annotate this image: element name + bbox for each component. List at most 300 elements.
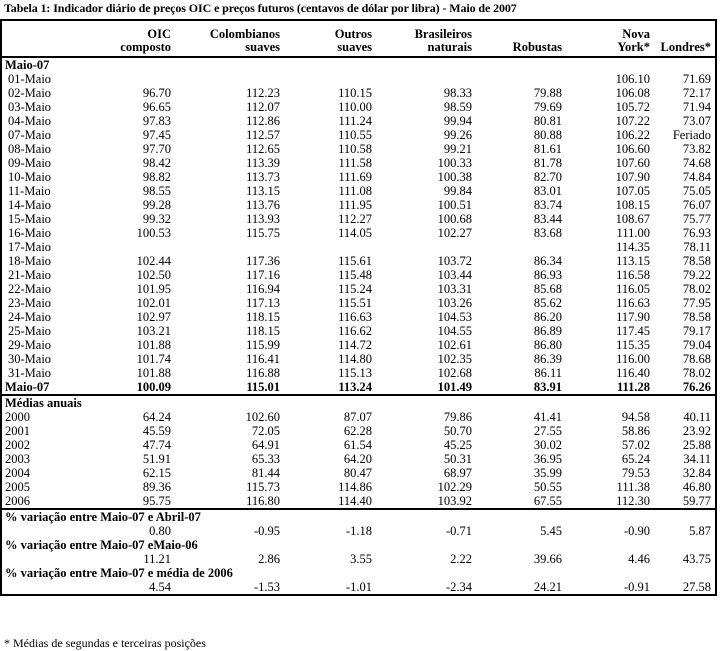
- value-cell: 116.63: [616, 296, 650, 310]
- date-cell: 17-Maio: [8, 240, 52, 254]
- value-cell: 111.24: [338, 114, 372, 128]
- table-row: [2, 128, 715, 142]
- variation-label: % variação entre Maio-07 eMaio-06: [5, 538, 198, 552]
- value-cell: 36.95: [533, 452, 562, 466]
- value-cell: 45.25: [443, 438, 472, 452]
- value-cell: 111.00: [616, 226, 650, 240]
- table-row: [2, 156, 715, 170]
- table-row: [2, 240, 715, 254]
- value-cell: 50.55: [533, 480, 562, 494]
- value-cell: 83.74: [533, 198, 562, 212]
- value-cell: 115.01: [171, 380, 280, 395]
- date-cell: 15-Maio: [8, 212, 52, 226]
- table-row: [2, 324, 715, 338]
- value-cell: 104.55: [437, 324, 472, 338]
- value-cell: 71.69: [682, 72, 711, 86]
- value-cell: 72.17: [682, 86, 711, 100]
- value-cell: 102.50: [136, 268, 171, 282]
- value-cell: 94.58: [621, 410, 650, 424]
- date-cell: 03-Maio: [8, 100, 52, 114]
- table-row: [2, 142, 715, 156]
- value-cell: 41.41: [533, 410, 562, 424]
- value-cell: 39.66: [533, 552, 562, 566]
- value-cell: [280, 72, 372, 86]
- value-cell: 75.77: [682, 212, 711, 226]
- value-cell: 64.20: [343, 452, 372, 466]
- value-cell: 97.70: [142, 142, 171, 156]
- value-cell: 111.38: [616, 480, 650, 494]
- value-cell: 114.72: [338, 338, 372, 352]
- value-cell: -0.90: [623, 524, 650, 538]
- value-cell: 72.05: [251, 424, 280, 438]
- date-cell: 08-Maio: [8, 142, 52, 156]
- value-cell: [94, 240, 171, 254]
- value-cell: 102.27: [437, 226, 472, 240]
- value-cell: 76.93: [682, 226, 711, 240]
- value-cell: 100.09: [94, 380, 171, 395]
- value-cell: 5.87: [689, 524, 711, 538]
- value-cell: 116.58: [616, 268, 650, 282]
- date-cell: 31-Maio: [8, 366, 52, 380]
- date-cell: 25-Maio: [8, 324, 52, 338]
- value-cell: 107.22: [615, 114, 650, 128]
- value-cell: 50.70: [443, 424, 472, 438]
- price-table-frame: [0, 19, 717, 596]
- value-cell: 101.88: [136, 338, 171, 352]
- value-cell: 11.21: [143, 552, 171, 566]
- value-cell: -2.34: [445, 580, 472, 594]
- value-cell: 86.34: [533, 254, 562, 268]
- value-cell: 85.62: [533, 296, 562, 310]
- value-cell: 27.55: [533, 424, 562, 438]
- year-cell: 2000: [5, 410, 30, 424]
- value-cell: 74.68: [682, 156, 711, 170]
- value-cell: 108.15: [615, 198, 650, 212]
- value-cell: 98.59: [443, 100, 472, 114]
- date-cell: 11-Maio: [8, 184, 51, 198]
- date-cell: 16-Maio: [8, 226, 52, 240]
- value-cell: 86.11: [534, 366, 562, 380]
- value-cell: 71.94: [682, 100, 711, 114]
- price-table: [2, 21, 715, 594]
- date-cell: 22-Maio: [8, 282, 52, 296]
- value-cell: 98.33: [443, 86, 472, 100]
- value-cell: 100.51: [437, 198, 472, 212]
- value-cell: 116.40: [616, 366, 650, 380]
- value-cell: 83.68: [533, 226, 562, 240]
- year-cell: 2006: [2, 494, 94, 509]
- value-cell: 64.91: [251, 438, 280, 452]
- value-cell: -1.53: [253, 580, 280, 594]
- value-cell: 96.70: [142, 86, 171, 100]
- table-row: [2, 268, 715, 282]
- value-cell: 81.44: [251, 466, 280, 480]
- value-cell: 50.31: [443, 452, 472, 466]
- value-cell: -0.91: [623, 580, 650, 594]
- value-cell: 112.86: [246, 114, 280, 128]
- value-cell: 117.36: [246, 254, 280, 268]
- value-cell: 110.00: [338, 100, 372, 114]
- value-cell: 115.24: [338, 282, 372, 296]
- value-cell: 103.26: [437, 296, 472, 310]
- value-cell: 111.28: [562, 380, 650, 395]
- value-cell: 105.72: [615, 100, 650, 114]
- value-cell: 113.15: [616, 254, 650, 268]
- value-cell: 113.76: [246, 198, 280, 212]
- value-cell: 110.55: [338, 128, 372, 142]
- value-cell: 86.39: [533, 352, 562, 366]
- value-cell: 79.22: [682, 268, 711, 282]
- value-cell: 89.36: [142, 480, 171, 494]
- value-cell: [472, 240, 562, 254]
- value-cell: 103.21: [136, 324, 171, 338]
- header-nova-york: Nova York*: [617, 27, 650, 54]
- blank-cell: [2, 524, 94, 538]
- value-cell: 68.97: [443, 466, 472, 480]
- value-cell: 75.05: [682, 184, 711, 198]
- value-cell: 64.24: [142, 410, 171, 424]
- value-cell: 86.20: [533, 310, 562, 324]
- header-oic-composto: OIC composto: [120, 27, 171, 54]
- value-cell: 73.82: [682, 142, 711, 156]
- value-cell: 111.69: [338, 170, 372, 184]
- value-cell: 100.33: [437, 156, 472, 170]
- header-outros-suaves: Outros suaves: [334, 27, 372, 54]
- variation-header-row: [2, 538, 715, 552]
- value-cell: 117.13: [246, 296, 280, 310]
- value-cell: 107.90: [615, 170, 650, 184]
- value-cell: 98.42: [142, 156, 171, 170]
- value-cell: 3.55: [350, 552, 372, 566]
- table-row: [2, 424, 715, 438]
- value-cell: 86.89: [533, 324, 562, 338]
- value-cell: -1.01: [345, 580, 372, 594]
- table-row: [2, 366, 715, 380]
- value-cell: 112.23: [246, 86, 280, 100]
- date-cell: 21-Maio: [8, 268, 52, 282]
- value-cell: 102.01: [136, 296, 171, 310]
- value-cell: 99.94: [443, 114, 472, 128]
- table-row: [2, 352, 715, 366]
- value-cell: 62.15: [142, 466, 171, 480]
- value-cell: 65.33: [251, 452, 280, 466]
- value-cell: 74.84: [682, 170, 711, 184]
- date-cell: 30-Maio: [8, 352, 52, 366]
- value-cell: 97.83: [142, 114, 171, 128]
- value-cell: 118.15: [246, 310, 280, 324]
- value-cell: 115.99: [246, 338, 280, 352]
- value-cell: 86.80: [533, 338, 562, 352]
- value-cell: 79.17: [682, 324, 711, 338]
- date-cell: 07-Maio: [8, 128, 52, 142]
- value-cell: 116.63: [338, 310, 372, 324]
- date-cell: 23-Maio: [8, 296, 52, 310]
- value-cell: 100.68: [437, 212, 472, 226]
- value-cell: 78.11: [683, 240, 711, 254]
- value-cell: 102.61: [437, 338, 472, 352]
- value-cell: 83.44: [533, 212, 562, 226]
- year-cell: 2001: [5, 424, 30, 438]
- value-cell: 115.51: [338, 296, 372, 310]
- value-cell: 78.58: [682, 310, 711, 324]
- date-cell: 04-Maio: [8, 114, 52, 128]
- value-cell: 80.47: [343, 466, 372, 480]
- value-cell: 102.68: [437, 366, 472, 380]
- header-robustas: Robustas: [512, 40, 562, 54]
- value-cell: 103.92: [372, 494, 472, 509]
- table-title: Tabela 1: Indicador diário de preços OIC e preços futuros (centavos de dólar por libra) - Maio de 2007: [4, 1, 517, 15]
- value-cell: 82.70: [533, 170, 562, 184]
- value-cell: 99.28: [142, 198, 171, 212]
- value-cell: 116.41: [246, 352, 280, 366]
- value-cell: 30.02: [533, 438, 562, 452]
- table-row: [2, 100, 715, 114]
- value-cell: 46.80: [682, 480, 711, 494]
- value-cell: 116.80: [171, 494, 280, 509]
- value-cell: 116.62: [338, 324, 372, 338]
- value-cell: 102.44: [136, 254, 171, 268]
- value-cell: 73.07: [682, 114, 711, 128]
- value-cell: 115.61: [338, 254, 372, 268]
- value-cell: -0.95: [253, 524, 280, 538]
- value-cell: 113.73: [246, 170, 280, 184]
- value-cell: 79.88: [533, 86, 562, 100]
- variation-label: % variação entre Maio-07 e Abril-07: [5, 510, 201, 524]
- value-cell: [94, 72, 171, 86]
- value-cell: 106.08: [615, 86, 650, 100]
- table-row: [2, 466, 715, 480]
- value-cell: 106.60: [615, 142, 650, 156]
- value-cell: 101.49: [372, 380, 472, 395]
- value-cell: 5.45: [540, 524, 562, 538]
- value-cell: [372, 72, 472, 86]
- value-cell: 79.53: [621, 466, 650, 480]
- value-cell: 81.78: [533, 156, 562, 170]
- value-cell: 113.24: [280, 380, 372, 395]
- footnote: * Médias de segundas e terceiras posições: [4, 636, 206, 650]
- value-cell: 83.01: [533, 184, 562, 198]
- blank-cell: [2, 580, 94, 594]
- value-cell: 32.84: [682, 466, 711, 480]
- section-label-daily: Maio-07: [5, 58, 50, 72]
- header-colombianos-suaves: Colombianos suaves: [209, 27, 280, 54]
- value-cell: 2.86: [258, 552, 280, 566]
- value-cell: 45.59: [142, 424, 171, 438]
- value-cell: 110.15: [338, 86, 372, 100]
- value-cell: 102.35: [437, 352, 472, 366]
- value-cell: 99.21: [443, 142, 472, 156]
- value-cell: 102.29: [437, 480, 472, 494]
- value-cell: 103.44: [437, 268, 472, 282]
- value-cell: 47.74: [142, 438, 171, 452]
- value-cell: 102.97: [136, 310, 171, 324]
- value-cell: 81.61: [533, 142, 562, 156]
- value-cell: 79.86: [443, 410, 472, 424]
- value-cell: Feriado: [672, 128, 711, 142]
- value-cell: 103.72: [437, 254, 472, 268]
- value-cell: 76.07: [682, 198, 711, 212]
- section-label-annual: Médias anuais: [5, 396, 82, 410]
- table-row: [2, 410, 715, 424]
- value-cell: 111.95: [338, 198, 372, 212]
- value-cell: 99.32: [142, 212, 171, 226]
- value-cell: 4.46: [628, 552, 650, 566]
- value-cell: 117.45: [616, 324, 650, 338]
- value-cell: [372, 240, 472, 254]
- table-row: [2, 170, 715, 184]
- header-blank: [2, 21, 94, 57]
- value-cell: 27.58: [682, 580, 711, 594]
- date-cell: 10-Maio: [8, 170, 52, 184]
- year-cell: 2002: [5, 438, 30, 452]
- value-cell: 103.31: [437, 282, 472, 296]
- value-cell: 78.02: [682, 282, 711, 296]
- value-cell: 114.05: [338, 226, 372, 240]
- value-cell: 87.07: [343, 410, 372, 424]
- value-cell: 80.81: [533, 114, 562, 128]
- value-cell: 97.45: [142, 128, 171, 142]
- month-label-cell: Maio-07: [2, 380, 94, 395]
- date-cell: 01-Maio: [8, 72, 52, 86]
- variation-values-row: [2, 552, 715, 566]
- table-body: [2, 57, 715, 594]
- value-cell: 116.94: [246, 282, 280, 296]
- date-cell: 18-Maio: [8, 254, 52, 268]
- date-cell: 02-Maio: [8, 86, 52, 100]
- value-cell: 59.77: [650, 494, 715, 509]
- value-cell: [472, 72, 562, 86]
- value-cell: 85.68: [533, 282, 562, 296]
- value-cell: 4.54: [149, 580, 171, 594]
- value-cell: -1.18: [345, 524, 372, 538]
- value-cell: 99.26: [443, 128, 472, 142]
- table-row: [2, 86, 715, 100]
- variation-header-row: [2, 566, 715, 580]
- value-cell: 51.91: [142, 452, 171, 466]
- value-cell: 62.28: [343, 424, 372, 438]
- variation-label: % variação entre Maio-07 e média de 2006: [5, 566, 233, 580]
- variation-values-row: [2, 524, 715, 538]
- table-row: [2, 452, 715, 466]
- table-row: [2, 310, 715, 324]
- table-row: [2, 438, 715, 452]
- value-cell: 115.35: [616, 338, 650, 352]
- value-cell: 100.38: [437, 170, 472, 184]
- value-cell: 115.73: [246, 480, 280, 494]
- value-cell: 83.91: [472, 380, 562, 395]
- value-cell: 107.05: [615, 184, 650, 198]
- table-row: [2, 494, 715, 509]
- table-row: [2, 338, 715, 352]
- header-row: [2, 21, 715, 57]
- value-cell: 65.24: [621, 452, 650, 466]
- table-row: [2, 72, 715, 86]
- value-cell: 58.86: [621, 424, 650, 438]
- year-cell: 2003: [5, 452, 30, 466]
- value-cell: 2.22: [450, 552, 472, 566]
- value-cell: 0.80: [149, 524, 171, 538]
- value-cell: 78.58: [682, 254, 711, 268]
- table-row: [2, 212, 715, 226]
- table-row: [2, 198, 715, 212]
- year-cell: 2004: [5, 466, 30, 480]
- table-row: [2, 114, 715, 128]
- value-cell: 111.58: [338, 156, 372, 170]
- value-cell: 112.57: [246, 128, 280, 142]
- value-cell: 104.53: [437, 310, 472, 324]
- value-cell: 79.04: [682, 338, 711, 352]
- section-row-daily: [2, 57, 715, 72]
- value-cell: [171, 240, 280, 254]
- header-londres: Londres*: [660, 40, 711, 54]
- value-cell: 24.21: [533, 580, 562, 594]
- value-cell: 61.54: [343, 438, 372, 452]
- value-cell: 115.75: [246, 226, 280, 240]
- value-cell: 76.26: [650, 380, 715, 395]
- value-cell: 113.93: [246, 212, 280, 226]
- date-cell: 14-Maio: [8, 198, 52, 212]
- value-cell: 110.58: [338, 142, 372, 156]
- value-cell: 40.11: [683, 410, 711, 424]
- value-cell: 114.35: [616, 240, 650, 254]
- value-cell: 111.08: [338, 184, 372, 198]
- value-cell: 112.07: [246, 100, 280, 114]
- table-row: [2, 480, 715, 494]
- value-cell: -0.71: [445, 524, 472, 538]
- value-cell: 101.95: [136, 282, 171, 296]
- value-cell: 35.99: [533, 466, 562, 480]
- value-cell: 67.55: [472, 494, 562, 509]
- value-cell: 114.80: [338, 352, 372, 366]
- value-cell: 108.67: [615, 212, 650, 226]
- date-cell: 09-Maio: [8, 156, 52, 170]
- value-cell: 106.10: [615, 72, 650, 86]
- value-cell: 101.74: [136, 352, 171, 366]
- value-cell: 98.82: [142, 170, 171, 184]
- date-cell: 24-Maio: [8, 310, 52, 324]
- table-row: [2, 254, 715, 268]
- value-cell: 115.48: [338, 268, 372, 282]
- value-cell: [280, 240, 372, 254]
- value-cell: 115.13: [338, 366, 372, 380]
- value-cell: 114.40: [280, 494, 372, 509]
- value-cell: 99.84: [443, 184, 472, 198]
- value-cell: 80.88: [533, 128, 562, 142]
- value-cell: 113.15: [246, 184, 280, 198]
- value-cell: 106.22: [615, 128, 650, 142]
- table-row: [2, 184, 715, 198]
- table-row: [2, 296, 715, 310]
- value-cell: [171, 72, 280, 86]
- value-cell: 25.88: [682, 438, 711, 452]
- value-cell: 78.68: [682, 352, 711, 366]
- variation-header-row: [2, 509, 715, 524]
- table-row: [2, 282, 715, 296]
- value-cell: 100.53: [136, 226, 171, 240]
- header-brasileiros-naturais: Brasileiros naturais: [414, 27, 472, 54]
- blank-cell: [2, 552, 94, 566]
- table-row: [2, 226, 715, 240]
- value-cell: 79.69: [533, 100, 562, 114]
- value-cell: 118.15: [246, 324, 280, 338]
- variation-values-row: [2, 580, 715, 594]
- value-cell: 77.95: [682, 296, 711, 310]
- value-cell: 95.75: [94, 494, 171, 509]
- value-cell: 107.60: [615, 156, 650, 170]
- value-cell: 78.02: [682, 366, 711, 380]
- section-row-annual: [2, 395, 715, 410]
- year-cell: 2005: [5, 480, 30, 494]
